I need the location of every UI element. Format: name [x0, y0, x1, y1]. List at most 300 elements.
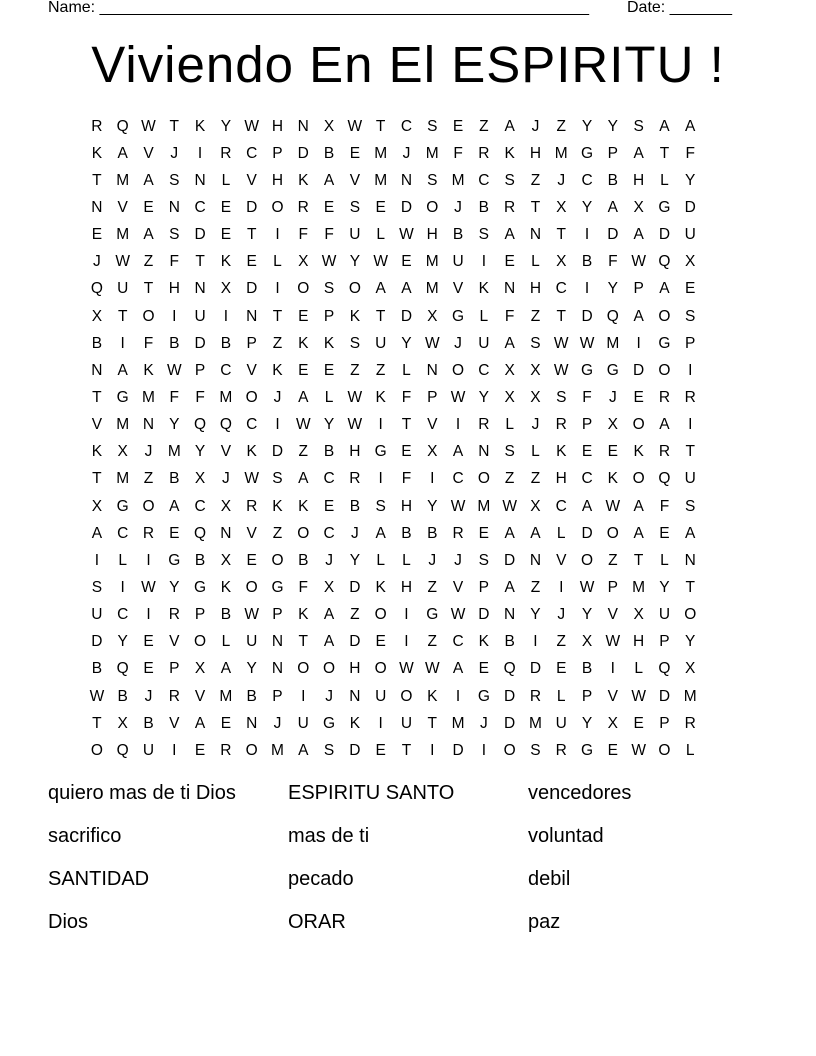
grid-letter: V	[452, 578, 464, 596]
grid-letter: P	[581, 687, 593, 705]
grid-row	[84, 574, 734, 601]
grid-letter: M	[425, 253, 439, 271]
grid-letter: H	[633, 633, 645, 651]
grid-row	[84, 140, 734, 167]
grid-letter: G	[581, 741, 594, 759]
grid-letter: Z	[427, 633, 437, 651]
grid-letter: M	[477, 497, 491, 515]
grid-letter: I	[120, 578, 125, 596]
grid-letter: K	[633, 443, 644, 461]
grid-letter: E	[298, 361, 309, 379]
word-list-item: pecado	[288, 868, 354, 890]
grid-letter: R	[684, 714, 696, 732]
grid-letter: N	[529, 226, 542, 244]
grid-letter: W	[141, 117, 156, 135]
grid-letter: I	[533, 633, 538, 651]
grid-letter: N	[504, 606, 516, 624]
grid-letter: M	[374, 144, 388, 162]
grid-letter: Y	[530, 606, 541, 624]
grid-letter: A	[633, 226, 644, 244]
grid-letter: T	[117, 307, 128, 325]
grid-letter: Q	[90, 280, 103, 298]
grid-letter: G	[323, 714, 336, 732]
word-list-item: vencedores	[528, 782, 632, 804]
grid-letter: K	[323, 334, 335, 352]
grid-letter: N	[400, 171, 413, 189]
grid-letter: W	[502, 497, 517, 515]
grid-letter: Z	[556, 633, 566, 651]
grid-letter: O	[142, 497, 155, 515]
grid-letter: L	[479, 307, 489, 325]
grid-letter: D	[504, 714, 516, 732]
grid-letter: T	[633, 551, 644, 569]
grid-letter: U	[375, 687, 387, 705]
grid-row	[84, 629, 734, 656]
grid-letter: M	[451, 171, 465, 189]
grid-letter: E	[633, 714, 644, 732]
grid-letter: G	[426, 606, 439, 624]
grid-letter: T	[659, 144, 670, 162]
grid-letter: Y	[220, 117, 232, 135]
grid-letter: J	[557, 171, 566, 189]
grid-letter: J	[273, 388, 282, 406]
grid-letter: V	[607, 606, 618, 624]
grid-row	[84, 222, 734, 249]
grid-letter: J	[273, 714, 282, 732]
grid-letter: U	[375, 334, 387, 352]
grid-letter: D	[504, 551, 516, 569]
grid-letter: A	[685, 524, 696, 542]
grid-letter: U	[478, 334, 490, 352]
grid-letter: X	[194, 470, 206, 488]
grid-row	[84, 737, 734, 764]
grid-row	[84, 683, 734, 710]
grid-letter: L	[221, 171, 231, 189]
grid-letter: N	[91, 198, 103, 216]
grid-letter: H	[529, 280, 542, 298]
grid-letter: I	[197, 144, 203, 162]
grid-letter: F	[195, 388, 205, 406]
grid-letter: I	[146, 551, 151, 569]
grid-letter: I	[481, 741, 486, 759]
grid-letter: X	[298, 253, 309, 271]
grid-letter: A	[633, 307, 644, 325]
grid-letter: Q	[116, 117, 129, 135]
grid-letter: B	[169, 334, 180, 352]
grid-letter: F	[324, 226, 334, 244]
grid-letter: J	[402, 144, 411, 162]
grid-letter: A	[504, 117, 515, 135]
grid-letter: E	[478, 660, 490, 678]
grid-letter: X	[581, 633, 593, 651]
grid-letter: E	[685, 280, 696, 298]
grid-letter: G	[271, 578, 284, 596]
grid-letter: B	[143, 714, 154, 732]
grid-letter: B	[220, 606, 232, 624]
grid-letter: O	[271, 198, 284, 216]
grid-letter: W	[450, 388, 466, 406]
grid-letter: A	[323, 633, 335, 651]
grid-letter: K	[91, 144, 103, 162]
grid-letter: Y	[169, 416, 180, 434]
grid-letter: B	[427, 524, 438, 542]
grid-letter: J	[531, 117, 540, 135]
grid-letter: M	[554, 144, 568, 162]
grid-letter: D	[246, 280, 258, 298]
grid-letter: K	[349, 307, 361, 325]
grid-letter: S	[504, 443, 515, 461]
grid-letter: V	[220, 443, 232, 461]
grid-letter: D	[297, 144, 309, 162]
grid-letter: N	[194, 280, 206, 298]
grid-letter: E	[375, 741, 386, 759]
grid-letter: R	[168, 606, 180, 624]
grid-letter: D	[194, 226, 206, 244]
grid-row	[84, 493, 734, 520]
grid-letter: L	[376, 551, 385, 569]
grid-letter: D	[246, 198, 258, 216]
grid-letter: C	[581, 171, 593, 189]
grid-letter: A	[685, 117, 696, 135]
grid-letter: R	[349, 470, 361, 488]
grid-letter: Y	[401, 334, 412, 352]
grid-letter: L	[505, 416, 514, 434]
grid-letter: I	[481, 253, 486, 271]
grid-letter: C	[478, 171, 490, 189]
grid-letter: G	[374, 443, 387, 461]
grid-letter: C	[117, 524, 129, 542]
grid-letter: A	[117, 144, 128, 162]
grid-letter: W	[89, 687, 105, 705]
grid-letter: Q	[219, 416, 232, 434]
grid-letter: B	[581, 660, 593, 678]
grid-letter: L	[324, 388, 334, 406]
grid-letter: K	[607, 470, 618, 488]
grid-letter: Q	[658, 660, 671, 678]
grid-letter: H	[529, 144, 542, 162]
grid-letter: L	[118, 551, 127, 569]
grid-letter: R	[555, 741, 567, 759]
grid-row	[84, 276, 734, 303]
grid-letter: Y	[607, 280, 618, 298]
grid-letter: I	[404, 606, 409, 624]
grid-letter: B	[607, 171, 618, 189]
grid-letter: T	[401, 741, 412, 759]
grid-letter: P	[659, 633, 670, 651]
grid-letter: X	[427, 443, 438, 461]
grid-letter: B	[452, 226, 464, 244]
grid-letter: O	[400, 687, 413, 705]
grid-letter: L	[556, 687, 566, 705]
grid-letter: K	[504, 144, 515, 162]
grid-letter: J	[428, 551, 437, 569]
grid-letter: M	[116, 470, 130, 488]
grid-letter: U	[684, 226, 696, 244]
grid-letter: S	[633, 117, 644, 135]
grid-letter: J	[479, 714, 488, 732]
grid-row	[84, 602, 734, 629]
grid-letter: T	[530, 198, 541, 216]
grid-letter: R	[658, 388, 671, 406]
grid-letter: A	[659, 416, 670, 434]
grid-letter: O	[245, 388, 258, 406]
grid-letter: E	[143, 198, 154, 216]
grid-letter: F	[298, 578, 308, 596]
grid-letter: O	[142, 307, 155, 325]
grid-letter: X	[504, 388, 515, 406]
grid-letter: T	[685, 578, 695, 596]
grid-letter: Y	[323, 416, 335, 434]
grid-letter: W	[579, 578, 595, 596]
grid-letter: T	[272, 307, 283, 325]
grid-letter: D	[91, 633, 103, 651]
grid-letter: K	[246, 443, 257, 461]
grid-letter: I	[430, 470, 435, 488]
grid-letter: K	[272, 497, 283, 515]
grid-letter: T	[375, 307, 386, 325]
grid-letter: V	[143, 144, 154, 162]
grid-letter: M	[219, 687, 233, 705]
grid-letter: J	[557, 606, 566, 624]
grid-letter: C	[478, 361, 490, 379]
grid-letter: P	[685, 334, 696, 352]
grid-letter: J	[350, 524, 359, 542]
grid-row	[84, 167, 734, 194]
grid-letter: S	[169, 171, 180, 189]
grid-letter: A	[143, 171, 154, 189]
grid-letter: A	[633, 524, 644, 542]
grid-letter: W	[244, 606, 259, 624]
grid-letter: O	[658, 307, 671, 325]
grid-letter: R	[220, 144, 232, 162]
grid-letter: I	[455, 416, 461, 434]
grid-letter: U	[555, 714, 567, 732]
grid-letter: K	[194, 117, 206, 135]
grid-letter: T	[195, 253, 205, 271]
grid-letter: T	[685, 443, 695, 461]
grid-letter: A	[375, 524, 386, 542]
grid-letter: Y	[581, 606, 593, 624]
grid-letter: B	[323, 443, 335, 461]
grid-letter: K	[298, 497, 309, 515]
grid-letter: T	[92, 388, 102, 406]
grid-letter: I	[688, 416, 693, 434]
grid-letter: Y	[246, 660, 257, 678]
grid-letter: L	[402, 551, 411, 569]
grid-letter: F	[582, 388, 592, 406]
grid-letter: I	[120, 334, 125, 352]
grid-letter: X	[504, 361, 515, 379]
grid-letter: T	[298, 633, 308, 651]
grid-letter: J	[325, 687, 333, 705]
word-list-item: quiero mas de ti Dios	[48, 782, 236, 804]
grid-letter: V	[169, 633, 180, 651]
grid-letter: L	[376, 226, 385, 244]
grid-letter: E	[659, 524, 670, 542]
grid-letter: C	[246, 144, 258, 162]
grid-letter: W	[553, 361, 569, 379]
grid-letter: H	[426, 226, 438, 244]
word-list-item: debil	[528, 868, 571, 890]
grid-letter: E	[298, 307, 309, 325]
word-search-grid	[84, 113, 734, 764]
grid-letter: J	[454, 334, 462, 352]
grid-letter: N	[684, 551, 696, 569]
grid-letter: O	[477, 470, 490, 488]
grid-letter: A	[117, 361, 128, 379]
grid-letter: I	[404, 633, 409, 651]
grid-letter: W	[399, 226, 414, 244]
grid-letter: D	[658, 226, 671, 244]
grid-letter: O	[194, 633, 207, 651]
grid-letter: Z	[350, 361, 360, 379]
grid-letter: T	[169, 117, 180, 135]
grid-letter: X	[194, 660, 206, 678]
grid-letter: R	[555, 416, 567, 434]
word-list	[48, 779, 768, 951]
grid-letter: I	[559, 578, 564, 596]
grid-letter: I	[94, 551, 100, 569]
grid-letter: X	[685, 253, 696, 271]
grid-letter: I	[378, 416, 383, 434]
grid-letter: I	[172, 307, 177, 325]
grid-letter: W	[631, 741, 646, 759]
grid-letter: Z	[143, 470, 154, 488]
grid-letter: C	[555, 280, 567, 298]
grid-letter: R	[529, 687, 542, 705]
grid-letter: X	[220, 280, 232, 298]
grid-letter: K	[220, 253, 232, 271]
grid-letter: A	[91, 524, 103, 542]
grid-letter: M	[632, 578, 646, 596]
grid-letter: B	[91, 660, 103, 678]
grid-letter: O	[271, 551, 284, 569]
grid-letter: U	[117, 280, 129, 298]
grid-letter: Y	[349, 253, 361, 271]
grid-letter: L	[531, 443, 540, 461]
word-list-item: sacrifico	[48, 825, 122, 847]
grid-letter: D	[349, 741, 361, 759]
grid-letter: C	[117, 606, 129, 624]
grid-letter: B	[117, 687, 128, 705]
grid-letter: W	[347, 416, 363, 434]
grid-letter: P	[659, 714, 670, 732]
grid-letter: W	[347, 388, 363, 406]
grid-letter: H	[349, 443, 361, 461]
grid-letter: R	[478, 416, 490, 434]
grid-row	[84, 194, 734, 221]
grid-letter: A	[298, 741, 309, 759]
grid-letter: X	[556, 198, 567, 216]
grid-letter: V	[91, 416, 103, 434]
grid-letter: X	[530, 388, 541, 406]
grid-letter: O	[374, 606, 387, 624]
grid-letter: O	[632, 470, 645, 488]
grid-letter: N	[478, 443, 490, 461]
grid-letter: Z	[298, 443, 308, 461]
grid-letter: Y	[349, 551, 361, 569]
grid-letter: K	[349, 714, 361, 732]
grid-letter: E	[607, 443, 618, 461]
grid-letter: L	[634, 660, 643, 678]
grid-letter: K	[478, 633, 490, 651]
grid-letter: F	[401, 470, 412, 488]
grid-letter: M	[167, 443, 181, 461]
grid-letter: D	[529, 660, 542, 678]
grid-letter: K	[298, 334, 309, 352]
grid-letter: D	[581, 307, 593, 325]
grid-letter: B	[246, 687, 257, 705]
grid-letter: E	[246, 551, 257, 569]
grid-letter: V	[246, 361, 257, 379]
grid-letter: M	[116, 226, 130, 244]
grid-letter: W	[631, 687, 646, 705]
grid-letter: U	[246, 633, 258, 651]
grid-letter: R	[220, 741, 232, 759]
grid-letter: W	[244, 470, 259, 488]
grid-letter: A	[220, 660, 232, 678]
grid-letter: T	[92, 470, 102, 488]
grid-letter: F	[659, 497, 670, 515]
grid-letter: O	[606, 524, 619, 542]
grid-letter: Z	[504, 470, 515, 488]
grid-letter: K	[427, 687, 438, 705]
word-list-item: ORAR	[288, 911, 346, 933]
grid-letter: N	[426, 361, 438, 379]
grid-letter: E	[607, 741, 618, 759]
grid-letter: E	[323, 497, 335, 515]
grid-letter: Z	[556, 117, 566, 135]
grid-letter: M	[374, 171, 388, 189]
grid-letter: G	[168, 551, 181, 569]
grid-letter: J	[93, 253, 101, 271]
grid-letter: N	[168, 198, 180, 216]
grid-letter: O	[658, 361, 671, 379]
grid-letter: O	[374, 660, 387, 678]
grid-letter: D	[684, 198, 696, 216]
grid-letter: C	[194, 198, 206, 216]
grid-letter: A	[323, 606, 335, 624]
grid-letter: W	[605, 497, 621, 515]
grid-letter: W	[244, 117, 259, 135]
grid-letter: E	[375, 198, 386, 216]
grid-letter: B	[323, 144, 335, 162]
grid-letter: A	[659, 117, 670, 135]
grid-letter: A	[143, 226, 154, 244]
grid-letter: X	[530, 361, 541, 379]
grid-letter: R	[297, 198, 309, 216]
grid-letter: C	[323, 524, 335, 542]
grid-letter: A	[633, 144, 644, 162]
grid-letter: W	[450, 497, 466, 515]
grid-row	[84, 249, 734, 276]
grid-letter: L	[556, 524, 566, 542]
grid-letter: U	[142, 741, 155, 759]
grid-letter: I	[275, 416, 280, 434]
grid-letter: X	[91, 307, 103, 325]
grid-letter: A	[504, 578, 515, 596]
grid-letter: S	[478, 551, 490, 569]
grid-letter: M	[451, 714, 465, 732]
grid-letter: S	[504, 171, 515, 189]
grid-letter: S	[349, 334, 361, 352]
grid-letter: D	[349, 578, 361, 596]
grid-letter: Q	[658, 253, 671, 271]
grid-letter: B	[504, 633, 515, 651]
grid-letter: N	[91, 361, 103, 379]
grid-row	[84, 357, 734, 384]
grid-letter: P	[169, 660, 180, 678]
